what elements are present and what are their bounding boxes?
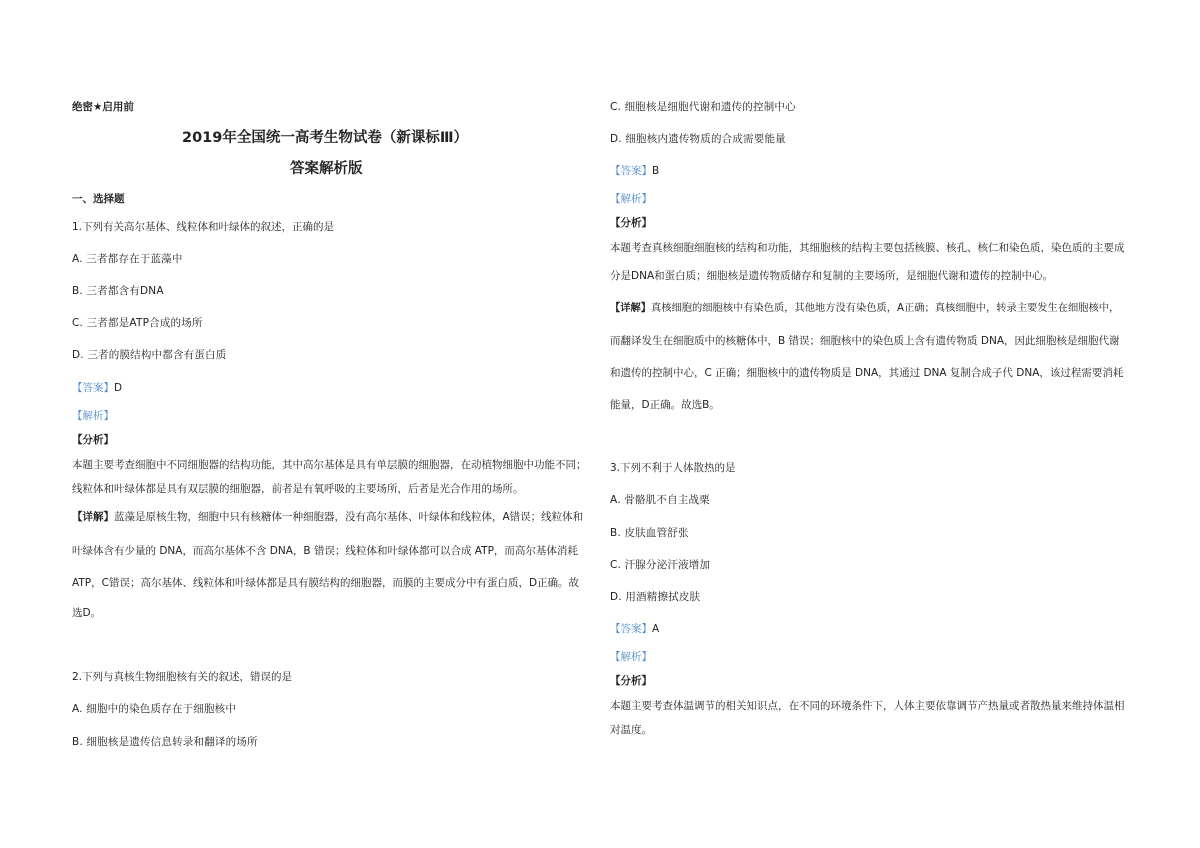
answer-value: B — [652, 165, 660, 177]
q3-stem: 3.下列不利于人体散热的是 — [610, 462, 736, 474]
secret-mark: 绝密★启用前 — [72, 101, 134, 113]
q3-jiexi-label: 【解析】 — [610, 651, 652, 663]
q1-stem: 1.下列有关高尔基体、线粒体和叶绿体的叙述，正确的是 — [72, 221, 335, 233]
detail-text: 真核细胞的细胞核中有染色质，其他地方没有染色质，A正确；真核细胞中，转录主要发生在细胞核中， — [651, 302, 1120, 314]
answer-label: 【答案】 — [610, 165, 652, 177]
q1-option-a: A. 三者都存在于蓝藻中 — [72, 253, 183, 265]
q2-stem: 2.下列与真核生物细胞核有关的叙述，错误的是 — [72, 671, 293, 683]
q1-jiexi-label: 【解析】 — [72, 410, 114, 422]
section-heading: 一、选择题 — [72, 193, 125, 205]
q2-option-b: B. 细胞核是遗传信息转录和翻译的场所 — [72, 736, 258, 748]
detail-label: 【详解】 — [610, 302, 652, 314]
q3-option-d: D. 用酒精擦拭皮肤 — [610, 591, 701, 603]
q3-option-a: A. 骨骼肌不自主战栗 — [610, 494, 710, 506]
page-title: 2019年全国统一高考生物试卷（新课标Ⅲ） — [182, 130, 469, 146]
detail-text: 蓝藻是原核生物，细胞中只有核糖体一种细胞器，没有高尔基体、叶绿体和线粒体，A错误；线粒体和 — [114, 511, 584, 523]
q1-fenxi-label: 【分析】 — [72, 434, 114, 446]
q1-detail-line-1 — [72, 510, 583, 524]
q1-analysis-line-1: 本题主要考查细胞中不同细胞器的结构功能，其中高尔基体是具有单层膜的细胞器，在动植物细胞中功能不同； — [72, 459, 587, 471]
q1-detail-line-4: 选D。 — [72, 607, 102, 619]
q1-answer — [72, 381, 122, 395]
q1-detail-line-3: ATP，C错误；高尔基体、线粒体和叶绿体都是具有膜结构的细胞器，而膜的主要成分中有蛋白质，D正确。故 — [72, 577, 580, 589]
answer-label: 【答案】 — [72, 382, 114, 394]
q2-detail-line-2: 而翻译发生在细胞质中的核糖体中，B 错误；细胞核中的染色质上含有遗传物质 DNA，因此细胞核是细胞代谢 — [610, 335, 1120, 347]
q3-analysis-line-1: 本题主要考查体温调节的相关知识点，在不同的环境条件下，人体主要依靠调节产热量或者散热量来维持体温相 — [610, 700, 1125, 712]
q2-option-c: C. 细胞核是细胞代谢和遗传的控制中心 — [610, 101, 796, 113]
q2-analysis-line-1: 本题考查真核细胞细胞核的结构和功能，其细胞核的结构主要包括核膜、核孔、核仁和染色质，染色质的主要成 — [610, 242, 1125, 254]
q3-analysis-line-2: 对温度。 — [610, 724, 652, 736]
q2-analysis-line-2: 分是DNA和蛋白质；细胞核是遗传物质储存和复制的主要场所，是细胞代谢和遗传的控制中心。 — [610, 270, 1054, 282]
answer-value: A — [652, 623, 660, 635]
q2-option-d: D. 细胞核内遗传物质的合成需要能量 — [610, 133, 786, 145]
q2-detail-line-4: 能量，D正确。故选B。 — [610, 399, 720, 411]
q2-detail-line-3: 和遗传的控制中心，C 正确；细胞核中的遗传物质是 DNA，其通过 DNA 复制合成子代 DNA，该过程需要消耗 — [610, 367, 1124, 379]
q2-fenxi-label: 【分析】 — [610, 217, 652, 229]
q2-jiexi-label: 【解析】 — [610, 193, 652, 205]
answer-value: D — [114, 382, 123, 394]
q1-option-b: B. 三者都含有DNA — [72, 285, 164, 297]
q3-option-b: B. 皮肤血管舒张 — [610, 527, 689, 539]
q2-detail-line-1 — [610, 301, 1119, 315]
q1-analysis-line-2: 线粒体和叶绿体都是具有双层膜的细胞器，前者是有氧呼吸的主要场所，后者是光合作用的场所。 — [72, 483, 524, 495]
q3-fenxi-label: 【分析】 — [610, 675, 652, 687]
q3-option-c: C. 汗腺分泌汗液增加 — [610, 559, 711, 571]
q1-detail-line-2: 叶绿体含有少量的 DNA，而高尔基体不含 DNA，B 错误；线粒体和叶绿体都可以合成 ATP，而高尔基体消耗 — [72, 545, 578, 557]
q1-option-d: D. 三者的膜结构中都含有蛋白质 — [72, 349, 227, 361]
q3-answer — [610, 622, 659, 636]
answer-label: 【答案】 — [610, 623, 652, 635]
q1-option-c: C. 三者都是ATP合成的场所 — [72, 317, 203, 329]
page-subtitle: 答案解析版 — [290, 161, 363, 177]
q2-option-a: A. 细胞中的染色质存在于细胞核中 — [72, 703, 237, 715]
detail-label: 【详解】 — [72, 511, 114, 523]
q2-answer — [610, 164, 659, 178]
